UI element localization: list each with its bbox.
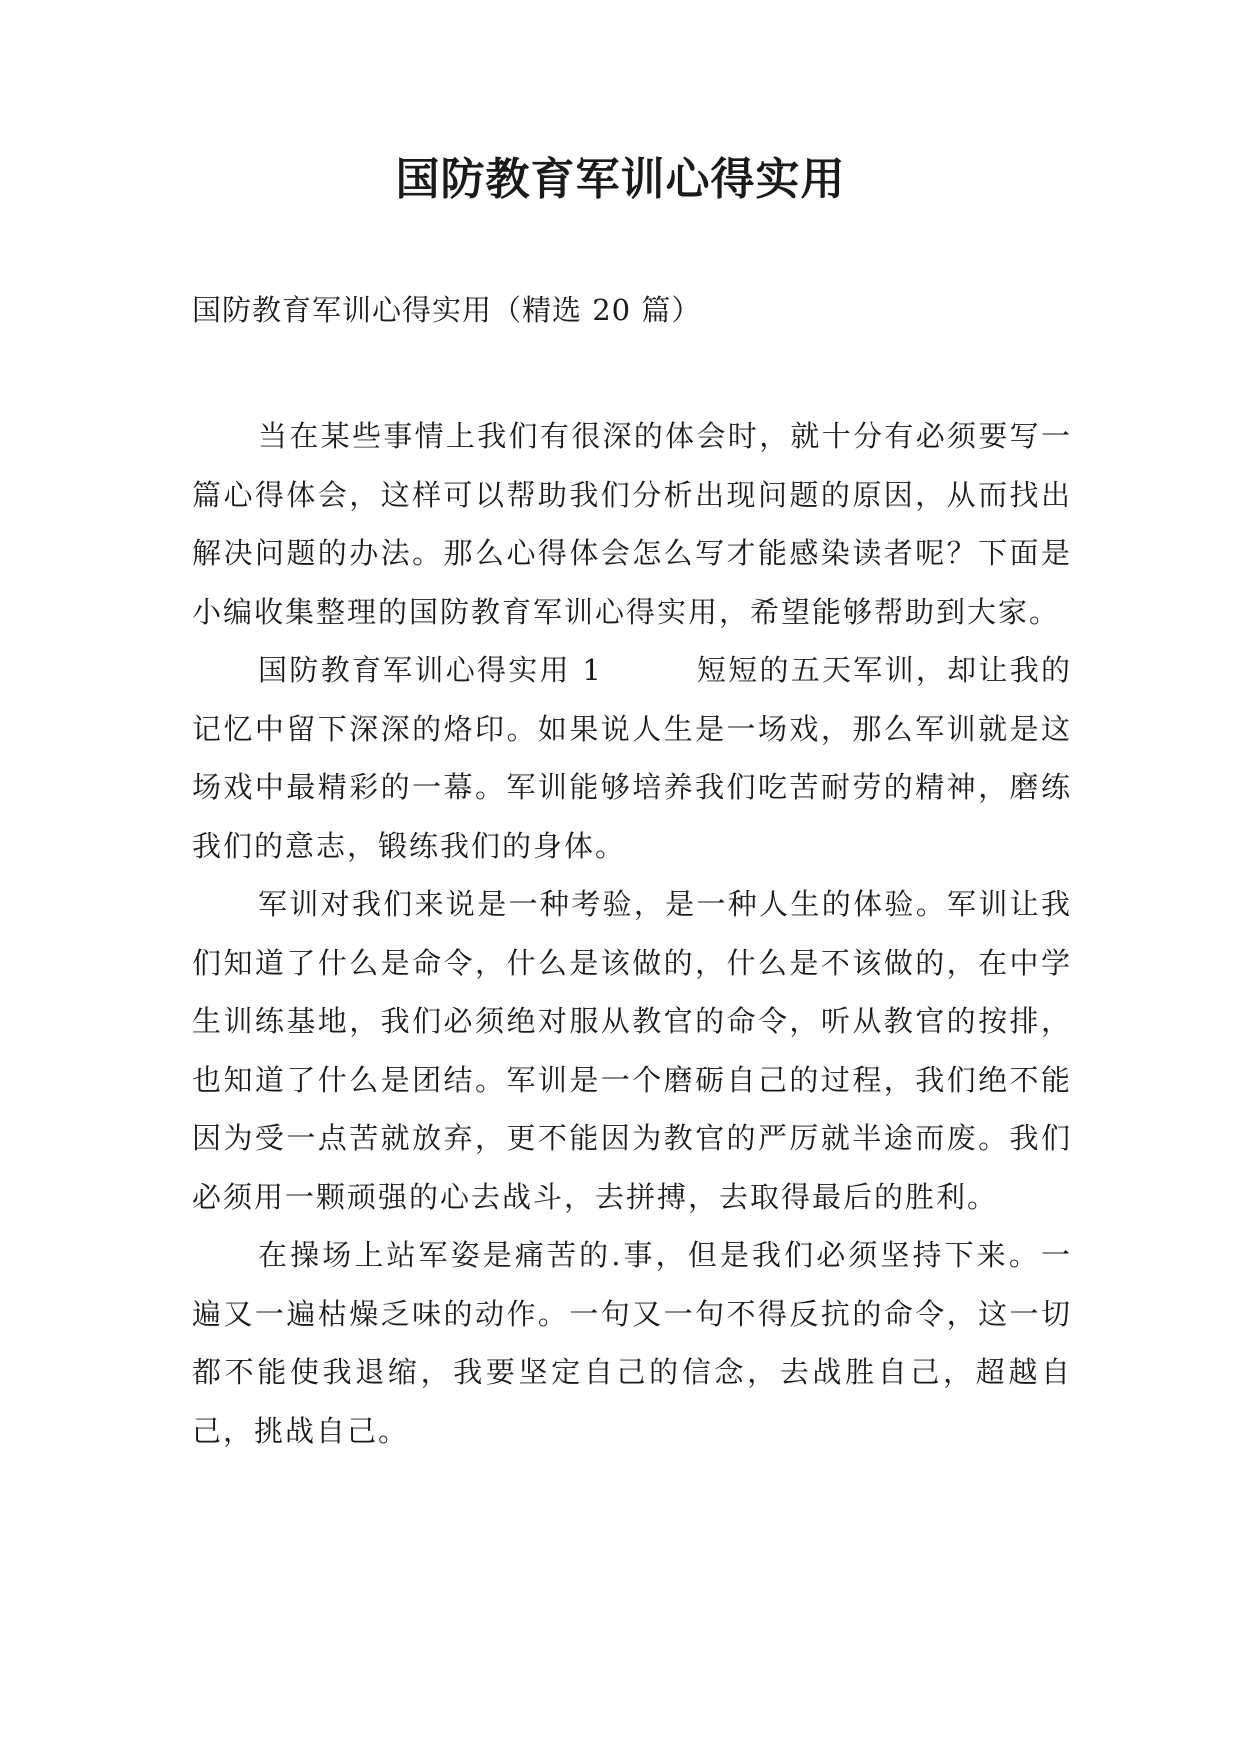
- document-body: [192, 407, 1072, 1460]
- paragraph-intro: 当在某些事情上我们有很深的体会时，就十分有必须要写一篇心得体会，这样可以帮助我们分析出现问题的原因，从而找出解决问题的办法。那么心得体会怎么写才能感染读者呢？下面是小编收集整理的国防教育军训心得实用，希望能够帮助到大家。: [192, 419, 1072, 629]
- paragraph-essay-1-posture: 在操场上站军姿是痛苦的.事，但是我们必须坚持下来。一遍又一遍枯燥乏味的动作。一句又一句不得反抗的命令，这一切都不能使我退缩，我要坚定自己的信念，去战胜自己，超越自己，挑战自己。: [192, 1238, 1072, 1448]
- document-title: 国防教育军训心得实用: [395, 154, 846, 205]
- document-subtitle: 国防教育军训心得实用（精选 20 篇）: [192, 293, 702, 327]
- paragraph-essay-1-training: 军训对我们来说是一种考验，是一种人生的体验。军训让我们知道了什么是命令，什么是该做的，什么是不该做的，在中学生训练基地，我们必须绝对服从教官的命令，听从教官的按排，也知道了什么是团结。军训是一个磨砺自己的过程，我们绝不能因为受一点苦就放弃，更不能因为教官的严厉就半途而废。我们必须用一颗顽强的心去战斗，去拼搏，去取得最后的胜利。: [192, 887, 1072, 1214]
- paragraph-essay-1-opening: 国防教育军训心得实用 1 短短的五天军训，却让我的记忆中留下深深的烙印。如果说人生是一场戏，那么军训就是这场戏中最精彩的一幕。军训能够培养我们吃苦耐劳的精神，磨练我们的意志，锻练我们的身体。: [192, 653, 1072, 863]
